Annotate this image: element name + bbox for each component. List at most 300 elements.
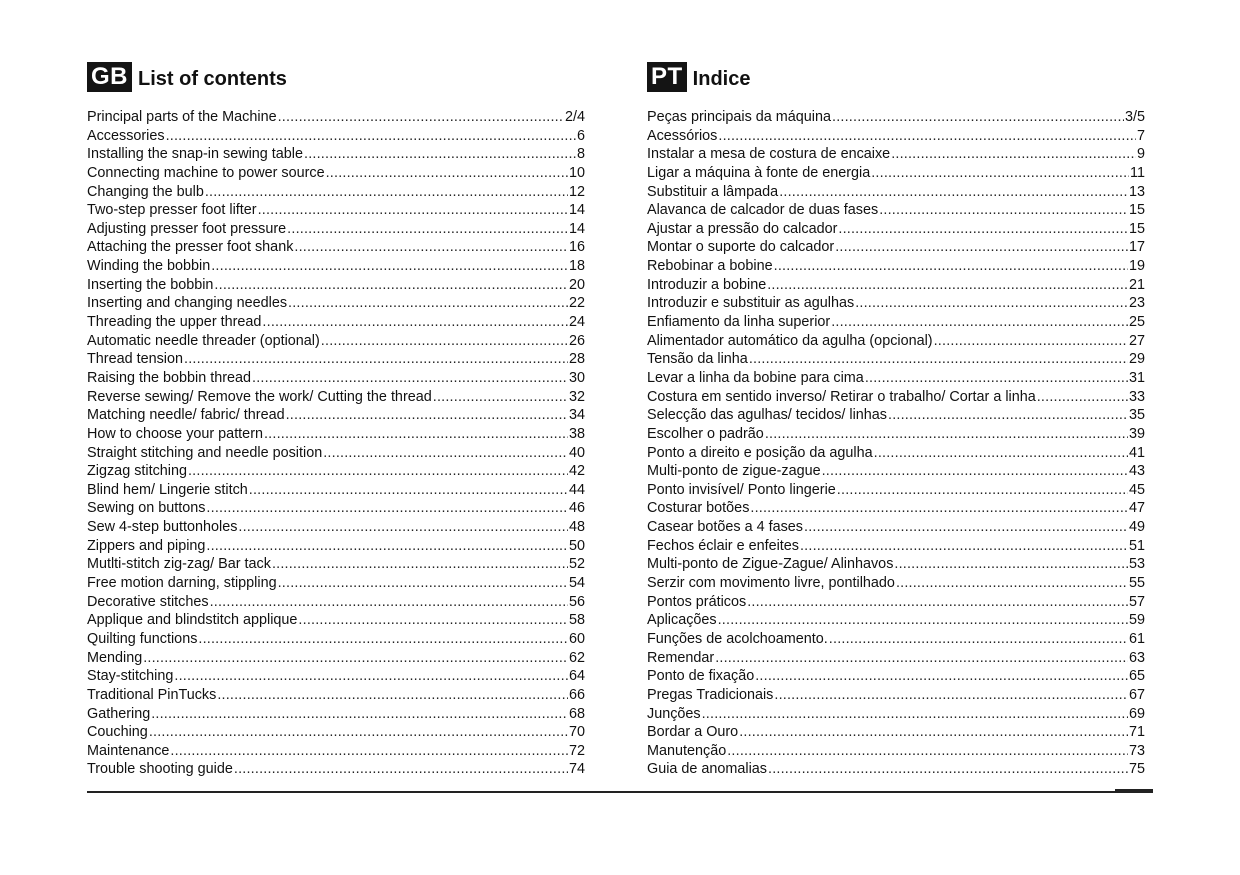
toc-entry[interactable] [87,238,585,257]
dot-leader [855,294,1128,313]
dot-leader [832,108,1124,127]
contents-column-pt [647,62,1145,779]
toc-entry-page: 12 [568,183,585,200]
dot-leader [774,686,1128,705]
toc-entry-label: Tensão da linha [647,351,748,368]
toc-entry-page: 75 [1128,761,1145,778]
toc-entry[interactable] [647,742,1145,761]
toc-entry-label: Adjusting presser foot pressure [87,220,287,237]
toc-entry[interactable] [87,705,585,724]
toc-entry[interactable] [87,257,585,276]
toc-entry-page: 35 [1128,407,1145,424]
toc-entry[interactable] [647,127,1145,146]
toc-entry[interactable] [647,238,1145,257]
toc-entry-page: 27 [1128,332,1145,349]
toc-entry-page: 31 [1128,369,1145,386]
dot-leader [166,127,576,146]
toc-entry-page: 48 [568,519,585,536]
toc-entry-page: 46 [568,500,585,517]
toc-entry[interactable] [87,350,585,369]
toc-entry-label: Multi-ponto de zigue-zague [647,463,821,480]
toc-entry-page: 15 [1128,202,1145,219]
toc-entry-page: 16 [568,239,585,256]
toc-entry[interactable] [647,276,1145,295]
dot-leader [874,444,1128,463]
toc-entry-label: Montar o suporte do calcador [647,239,835,256]
toc-entry-label: Pontos práticos [647,593,747,610]
dot-leader [934,332,1128,351]
toc-entry-label: Multi-ponto de Zigue-Zague/ Alinhavos [647,556,894,573]
dot-leader [258,201,568,220]
toc-entry-page: 49 [1128,519,1145,536]
toc-entry[interactable] [87,164,585,183]
toc-entry-label: Zigzag stitching [87,463,187,480]
toc-entry[interactable] [87,220,585,239]
toc-entry-label: Straight stitching and needle position [87,444,323,461]
toc-entry-page: 17 [1128,239,1145,256]
toc-entry-page: 26 [568,332,585,349]
dot-leader [702,705,1128,724]
toc-entry-page: 25 [1128,314,1145,331]
toc-entry-page: 60 [568,630,585,647]
toc-entry-page: 63 [1128,649,1145,666]
toc-entry[interactable] [647,257,1145,276]
dot-leader [1037,388,1128,407]
toc-entry[interactable] [647,555,1145,574]
toc-entry-page: 6 [576,127,585,144]
toc-entry-page: 13 [1128,183,1145,200]
toc-entry-page: 74 [568,761,585,778]
toc-entry-page: 64 [568,668,585,685]
toc-entry[interactable] [647,220,1145,239]
toc-entry-label: Accessories [87,127,165,144]
toc-entry-label: Manutenção [647,742,727,759]
dot-leader [264,425,568,444]
toc-entry-page: 23 [1128,295,1145,312]
toc-entry[interactable] [87,593,585,612]
toc-entry-page: 38 [568,425,585,442]
toc-entry-page: 10 [568,164,585,181]
section-header-pt [647,62,1145,92]
toc-list-pt [647,108,1145,779]
toc-entry[interactable] [87,127,585,146]
toc-entry-label: Instalar a mesa de costura de encaixe [647,146,891,163]
dot-leader [831,313,1128,332]
toc-entry-page: 11 [1130,164,1145,181]
dot-leader [272,555,568,574]
dot-leader [249,481,568,500]
toc-entry-page: 8 [576,146,585,163]
toc-entry[interactable] [87,555,585,574]
toc-entry-page: 56 [568,593,585,610]
toc-entry[interactable] [87,183,585,202]
toc-entry[interactable] [87,425,585,444]
toc-entry[interactable] [87,760,585,779]
toc-entry-label: Free motion darning, stippling [87,575,277,592]
toc-entry[interactable] [647,537,1145,556]
dot-leader [143,649,568,668]
dot-leader [294,238,568,257]
toc-entry-label: Costura em sentido inverso/ Retirar o trabalho/ Cortar a linha [647,388,1036,405]
toc-entry-page: 51 [1128,537,1145,554]
toc-entry-page: 43 [1128,463,1145,480]
toc-entry-label: Junções [647,705,701,722]
language-badge-gb: GB [87,62,132,92]
toc-entry[interactable] [87,611,585,630]
toc-entry-label: Threading the upper thread [87,314,262,331]
bottom-rule [87,791,1153,793]
toc-entry[interactable] [87,574,585,593]
dot-leader [727,742,1128,761]
toc-entry[interactable] [647,723,1145,742]
toc-entry-label: Automatic needle threader (optional) [87,332,320,349]
toc-entry-page: 61 [1128,630,1145,647]
toc-entry[interactable] [647,294,1145,313]
toc-entry[interactable] [647,444,1145,463]
toc-entry-label: Substituir a lâmpada [647,183,779,200]
toc-entry[interactable] [647,388,1145,407]
toc-entry-page: 71 [1128,724,1145,741]
dot-leader [871,164,1129,183]
toc-entry-page: 19 [1128,258,1145,275]
toc-entry[interactable] [87,481,585,500]
toc-entry-page: 14 [568,220,585,237]
toc-entry[interactable] [647,201,1145,220]
dot-leader [774,257,1128,276]
toc-entry-label: Mutlti-stitch zig-zag/ Bar tack [87,556,271,573]
toc-entry-label: Ponto invisível/ Ponto lingerie [647,481,836,498]
toc-entry[interactable] [87,313,585,332]
toc-entry[interactable] [647,667,1145,686]
toc-entry[interactable] [647,499,1145,518]
toc-entry-label: Gathering [87,705,151,722]
toc-entry-label: Remendar [647,649,715,666]
toc-entry[interactable] [647,574,1145,593]
toc-entry-page: 55 [1128,575,1145,592]
toc-entry-page: 67 [1128,686,1145,703]
toc-entry-label: Introduzir a bobine [647,276,767,293]
toc-entry-label: Quilting functions [87,630,198,647]
dot-leader [217,686,568,705]
toc-entry-label: Traditional PinTucks [87,686,217,703]
dot-leader [835,238,1128,257]
toc-entry-label: Matching needle/ fabric/ thread [87,407,285,424]
toc-entry-label: Bordar a Ouro [647,724,739,741]
toc-entry-label: Stay-stitching [87,668,174,685]
toc-entry-label: Attaching the presser foot shank [87,239,294,256]
toc-entry[interactable] [87,406,585,425]
toc-entry-page: 7 [1136,127,1145,144]
toc-entry-page: 22 [568,295,585,312]
toc-entry[interactable] [87,294,585,313]
toc-entry-label: Ponto a direito e posição da agulha [647,444,873,461]
dot-leader [891,145,1136,164]
dot-leader [750,499,1128,518]
dot-leader [174,667,568,686]
toc-entry-page: 24 [568,314,585,331]
dot-leader [210,593,568,612]
toc-entry-page: 34 [568,407,585,424]
contents-column-gb [87,62,585,779]
toc-entry-page: 18 [568,258,585,275]
toc-entry-label: Escolher o padrão [647,425,764,442]
toc-entry-label: Connecting machine to power source [87,164,325,181]
dot-leader [718,127,1136,146]
dot-leader [894,555,1128,574]
dot-leader [779,183,1128,202]
toc-entry[interactable] [87,649,585,668]
toc-entry[interactable] [647,145,1145,164]
toc-entry-page: 52 [568,556,585,573]
dot-leader [211,257,568,276]
toc-entry[interactable] [647,164,1145,183]
toc-entry-page: 14 [568,202,585,219]
dot-leader [715,649,1128,668]
toc-entry-page: 40 [568,444,585,461]
dot-leader [298,611,568,630]
toc-entry[interactable] [87,742,585,761]
toc-entry-label: Applique and blindstitch applique [87,612,298,629]
toc-entry-page: 15 [1128,220,1145,237]
toc-entry-label: Ponto de fixação [647,668,755,685]
dot-leader [739,723,1128,742]
toc-entry-label: Maintenance [87,742,170,759]
toc-entry[interactable] [647,518,1145,537]
toc-entry-page: 54 [568,575,585,592]
toc-entry[interactable] [647,313,1145,332]
toc-entry[interactable] [647,108,1145,127]
toc-entry-label: Installing the snap-in sewing table [87,146,303,163]
toc-entry[interactable] [87,630,585,649]
dot-leader [206,499,568,518]
toc-list-gb [87,108,585,779]
dot-leader [804,518,1128,537]
toc-entry-page: 66 [568,686,585,703]
toc-entry[interactable] [87,723,585,742]
toc-entry-label: Blind hem/ Lingerie stitch [87,481,248,498]
toc-entry[interactable] [87,108,585,127]
toc-entry[interactable] [647,593,1145,612]
toc-entry-label: Rebobinar a bobine [647,258,773,275]
toc-entry-page: 28 [568,351,585,368]
toc-entry-label: Ajustar a pressão do calcador [647,220,838,237]
toc-entry-label: Decorative stitches [87,593,209,610]
toc-entry-page: 44 [568,481,585,498]
dot-leader [822,462,1128,481]
dot-leader [288,294,568,313]
dot-leader [238,518,568,537]
toc-entry-label: Guia de anomalias [647,761,767,778]
dot-leader [747,593,1128,612]
toc-entry-label: Fechos éclair e enfeites [647,537,799,554]
toc-entry[interactable] [647,630,1145,649]
toc-entry[interactable] [87,444,585,463]
toc-entry-label: Alimentador automático da agulha (opcional) [647,332,933,349]
toc-entry-page: 62 [568,649,585,666]
toc-entry-page: 42 [568,463,585,480]
dot-leader [304,145,576,164]
toc-entry-label: Alavanca de calcador de duas fases [647,202,879,219]
toc-entry-label: Acessórios [647,127,718,144]
toc-entry-label: Pregas Tradicionais [647,686,774,703]
toc-entry[interactable] [87,686,585,705]
toc-entry-page: 9 [1136,146,1145,163]
toc-entry-page: 41 [1128,444,1145,461]
toc-entry-label: Levar a linha da bobine para cima [647,369,864,386]
toc-entry[interactable] [647,183,1145,202]
toc-entry[interactable] [647,406,1145,425]
toc-entry-page: 73 [1128,742,1145,759]
toc-entry-label: Aplicações [647,612,717,629]
toc-entry-page: 30 [568,369,585,386]
dot-leader [234,760,568,779]
toc-entry[interactable] [87,369,585,388]
toc-entry-page: 3/5 [1124,109,1145,125]
toc-entry[interactable] [647,481,1145,500]
toc-entry[interactable] [647,705,1145,724]
toc-entry-page: 59 [1128,612,1145,629]
toc-entry-page: 29 [1128,351,1145,368]
dot-leader [865,369,1128,388]
toc-entry-page: 45 [1128,481,1145,498]
toc-entry-label: Sew 4-step buttonholes [87,519,238,536]
dot-leader [896,574,1128,593]
toc-entry-label: How to choose your pattern [87,425,263,442]
dot-leader [205,183,568,202]
toc-entry-label: Winding the bobbin [87,258,211,275]
section-header-gb [87,62,585,92]
toc-entry-label: Inserting and changing needles [87,295,288,312]
toc-entry-label: Trouble shooting guide [87,761,233,778]
toc-entry[interactable] [87,518,585,537]
toc-entry-page: 53 [1128,556,1145,573]
dot-leader [755,667,1128,686]
toc-entry-page: 32 [568,388,585,405]
toc-entry[interactable] [647,369,1145,388]
dot-leader [838,220,1128,239]
toc-entry-label: Serzir com movimento livre, pontilhado [647,575,895,592]
toc-entry[interactable] [647,332,1145,351]
toc-entry-label: Enfiamento da linha superior [647,314,831,331]
toc-entry-label: Peças principais da máquina [647,109,831,125]
toc-entry-label: Costurar botões [647,500,750,517]
dot-leader [188,462,568,481]
toc-entry-page: 68 [568,705,585,722]
toc-entry[interactable] [647,350,1145,369]
toc-entry-label: Thread tension [87,351,183,368]
dot-leader [184,350,568,369]
dot-leader [278,108,564,127]
toc-entry[interactable] [647,425,1145,444]
toc-entry-label: Introduzir e substituir as agulhas [647,295,855,312]
dot-leader [888,406,1128,425]
dot-leader [278,574,568,593]
toc-entry-page: 70 [568,724,585,741]
bottom-rule-accent [1115,789,1153,791]
dot-leader [800,537,1128,556]
dot-leader [286,406,568,425]
toc-entry-page: 20 [568,276,585,293]
toc-entry[interactable] [87,499,585,518]
dot-leader [768,760,1128,779]
dot-leader [879,201,1128,220]
toc-entry-page: 65 [1128,668,1145,685]
section-title-gb: List of contents [138,67,287,90]
toc-entry[interactable] [87,388,585,407]
toc-entry-page: 72 [568,742,585,759]
toc-entry[interactable] [87,462,585,481]
dot-leader [149,723,568,742]
dot-leader [749,350,1128,369]
dot-leader [151,705,568,724]
language-badge-pt: PT [647,62,687,92]
toc-entry[interactable] [647,686,1145,705]
toc-entry-page: 57 [1128,593,1145,610]
dot-leader [433,388,568,407]
toc-entry[interactable] [87,667,585,686]
dot-leader [323,444,568,463]
dot-leader [829,630,1128,649]
toc-entry-page: 21 [1128,276,1145,293]
toc-entry[interactable] [87,537,585,556]
toc-entry[interactable] [647,611,1145,630]
toc-entry-page: 69 [1128,705,1145,722]
toc-entry-label: Principal parts of the Machine [87,109,277,125]
dot-leader [198,630,568,649]
toc-entry-label: Mending [87,649,143,666]
dot-leader [326,164,568,183]
toc-entry-label: Casear botões a 4 fases [647,519,803,536]
dot-leader [321,332,568,351]
dot-leader [287,220,568,239]
dot-leader [170,742,568,761]
toc-entry-label: Inserting the bobbin [87,276,214,293]
toc-entry-label: Reverse sewing/ Remove the work/ Cutting the thread [87,388,432,405]
toc-entry-label: Sewing on buttons [87,500,206,517]
section-title-pt: Indice [692,67,751,90]
toc-entry-page: 39 [1128,425,1145,442]
toc-entry-page: 47 [1128,500,1145,517]
dot-leader [765,425,1128,444]
toc-entry-label: Ligar a máquina à fonte de energia [647,164,871,181]
toc-entry-label: Two-step presser foot lifter [87,202,257,219]
toc-entry-page: 2/4 [564,109,585,125]
toc-entry-page: 58 [568,612,585,629]
dot-leader [262,313,568,332]
toc-entry[interactable] [87,332,585,351]
toc-entry[interactable] [647,649,1145,668]
dot-leader [214,276,568,295]
toc-entry-label: Raising the bobbin thread [87,369,252,386]
toc-entry[interactable] [87,276,585,295]
toc-entry-label: Zippers and piping [87,537,206,554]
toc-entry-page: 33 [1128,388,1145,405]
toc-entry[interactable] [87,201,585,220]
dot-leader [837,481,1128,500]
toc-entry-label: Couching [87,724,148,741]
toc-entry[interactable] [647,760,1145,779]
dot-leader [767,276,1128,295]
toc-entry[interactable] [647,462,1145,481]
dot-leader [252,369,568,388]
toc-entry-page: 50 [568,537,585,554]
toc-entry-label: Funções de acolchoamento. [647,630,828,647]
toc-entry[interactable] [87,145,585,164]
toc-entry-label: Changing the bulb [87,183,204,200]
dot-leader [718,611,1128,630]
toc-entry-label: Selecção das agulhas/ tecidos/ linhas [647,407,887,424]
dot-leader [206,537,568,556]
